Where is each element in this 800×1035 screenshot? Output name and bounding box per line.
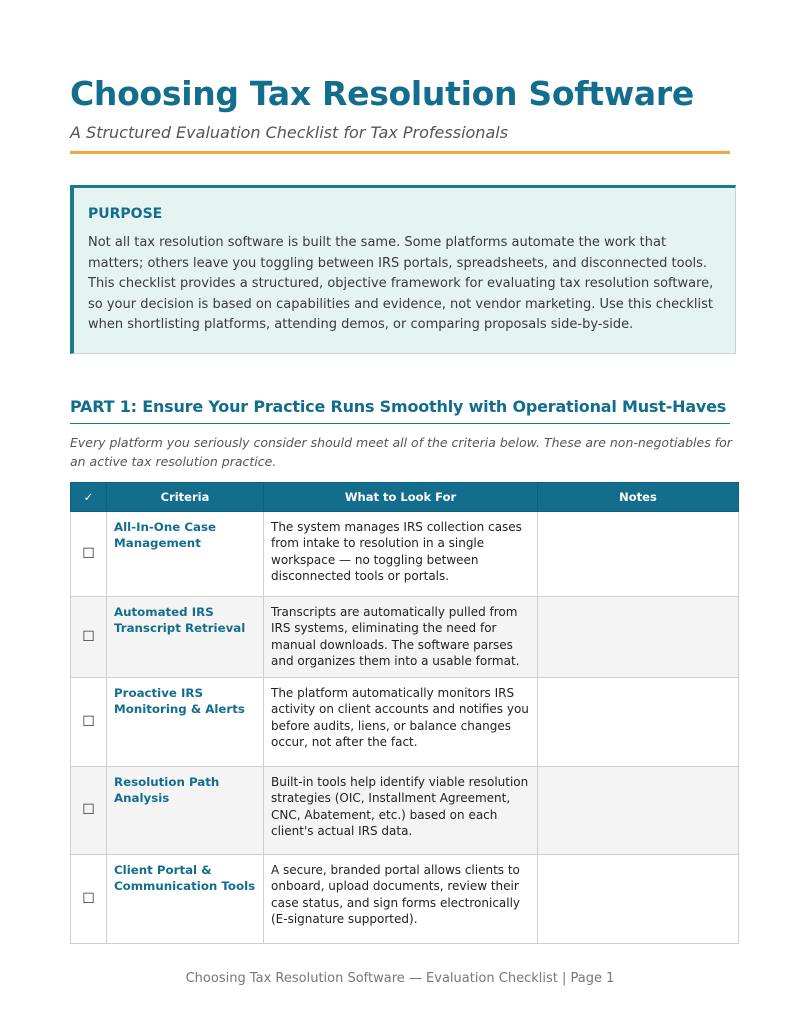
table-row bbox=[71, 767, 739, 855]
row-look-for: The system manages IRS collection cases from intake to resolution in a single workspace — no toggling between disconnected tools or portals. bbox=[264, 512, 538, 597]
row-notes[interactable] bbox=[538, 512, 739, 597]
row-checkbox[interactable]: ☐ bbox=[71, 597, 107, 678]
row-checkbox[interactable]: ☐ bbox=[71, 512, 107, 597]
row-look-for: The platform automatically monitors IRS activity on client accounts and notifies you before audits, liens, or balance changes occur, not after the fact. bbox=[264, 678, 538, 767]
row-criteria: All-In-One Case Management bbox=[107, 512, 264, 597]
col-header-criteria: Criteria bbox=[107, 483, 264, 512]
table-row bbox=[71, 512, 739, 597]
table-row bbox=[71, 855, 739, 944]
purpose-heading: PURPOSE bbox=[88, 206, 163, 222]
row-notes[interactable] bbox=[538, 855, 739, 944]
row-look-for: Built-in tools help identify viable resolution strategies (OIC, Installment Agreement, CNC, Abatement, etc.) based on each client's actual IRS data. bbox=[264, 767, 538, 855]
purpose-body: Not all tax resolution software is built the same. Some platforms automate the work that matters; others leave you toggling between IRS portals, spreadsheets, and disconnected tools. This checklist provides a structured, objective framework for evaluating tax resolution software, so your decision is based on capabilities and evidence, not vendor marketing. Use this checklist when shortlisting platforms, attending demos, or comparing proposals side-by-side. bbox=[88, 235, 714, 333]
row-look-for: A secure, branded portal allows clients to onboard, upload documents, review their case status, and sign forms electronically (E-signature supported). bbox=[264, 855, 538, 944]
row-criteria: Proactive IRS Monitoring & Alerts bbox=[107, 678, 264, 767]
col-header-check: ✓ bbox=[71, 483, 107, 512]
page-title: Choosing Tax Resolution Software bbox=[70, 74, 694, 113]
row-criteria: Automated IRS Transcript Retrieval bbox=[107, 597, 264, 678]
row-checkbox[interactable]: ☐ bbox=[71, 767, 107, 855]
col-header-notes: Notes bbox=[538, 483, 739, 512]
page-subtitle: A Structured Evaluation Checklist for Tax Professionals bbox=[70, 123, 509, 142]
row-criteria: Resolution Path Analysis bbox=[107, 767, 264, 855]
criteria-table bbox=[70, 482, 739, 944]
table-header-row bbox=[71, 483, 739, 512]
row-notes[interactable] bbox=[538, 767, 739, 855]
page-footer: Choosing Tax Resolution Software — Evaluation Checklist | Page 1 bbox=[185, 971, 615, 986]
col-header-look-for: What to Look For bbox=[264, 483, 538, 512]
row-checkbox[interactable]: ☐ bbox=[71, 678, 107, 767]
purpose-box bbox=[70, 185, 736, 354]
part1-title: PART 1: Ensure Your Practice Runs Smoothly with Operational Must-Haves bbox=[70, 397, 727, 416]
part1-divider bbox=[70, 423, 730, 424]
row-notes[interactable] bbox=[538, 678, 739, 767]
row-checkbox[interactable]: ☐ bbox=[71, 855, 107, 944]
table-row bbox=[71, 678, 739, 767]
title-divider bbox=[70, 151, 730, 154]
part1-intro: Every platform you seriously consider should meet all of the criteria below. These are non-negotiables for an active tax resolution practice. bbox=[70, 435, 732, 469]
row-notes[interactable] bbox=[538, 597, 739, 678]
row-look-for: Transcripts are automatically pulled from IRS systems, eliminating the need for manual downloads. The software parses and organizes them into a usable format. bbox=[264, 597, 538, 678]
row-criteria: Client Portal & Communication Tools bbox=[107, 855, 264, 944]
table-row bbox=[71, 597, 739, 678]
